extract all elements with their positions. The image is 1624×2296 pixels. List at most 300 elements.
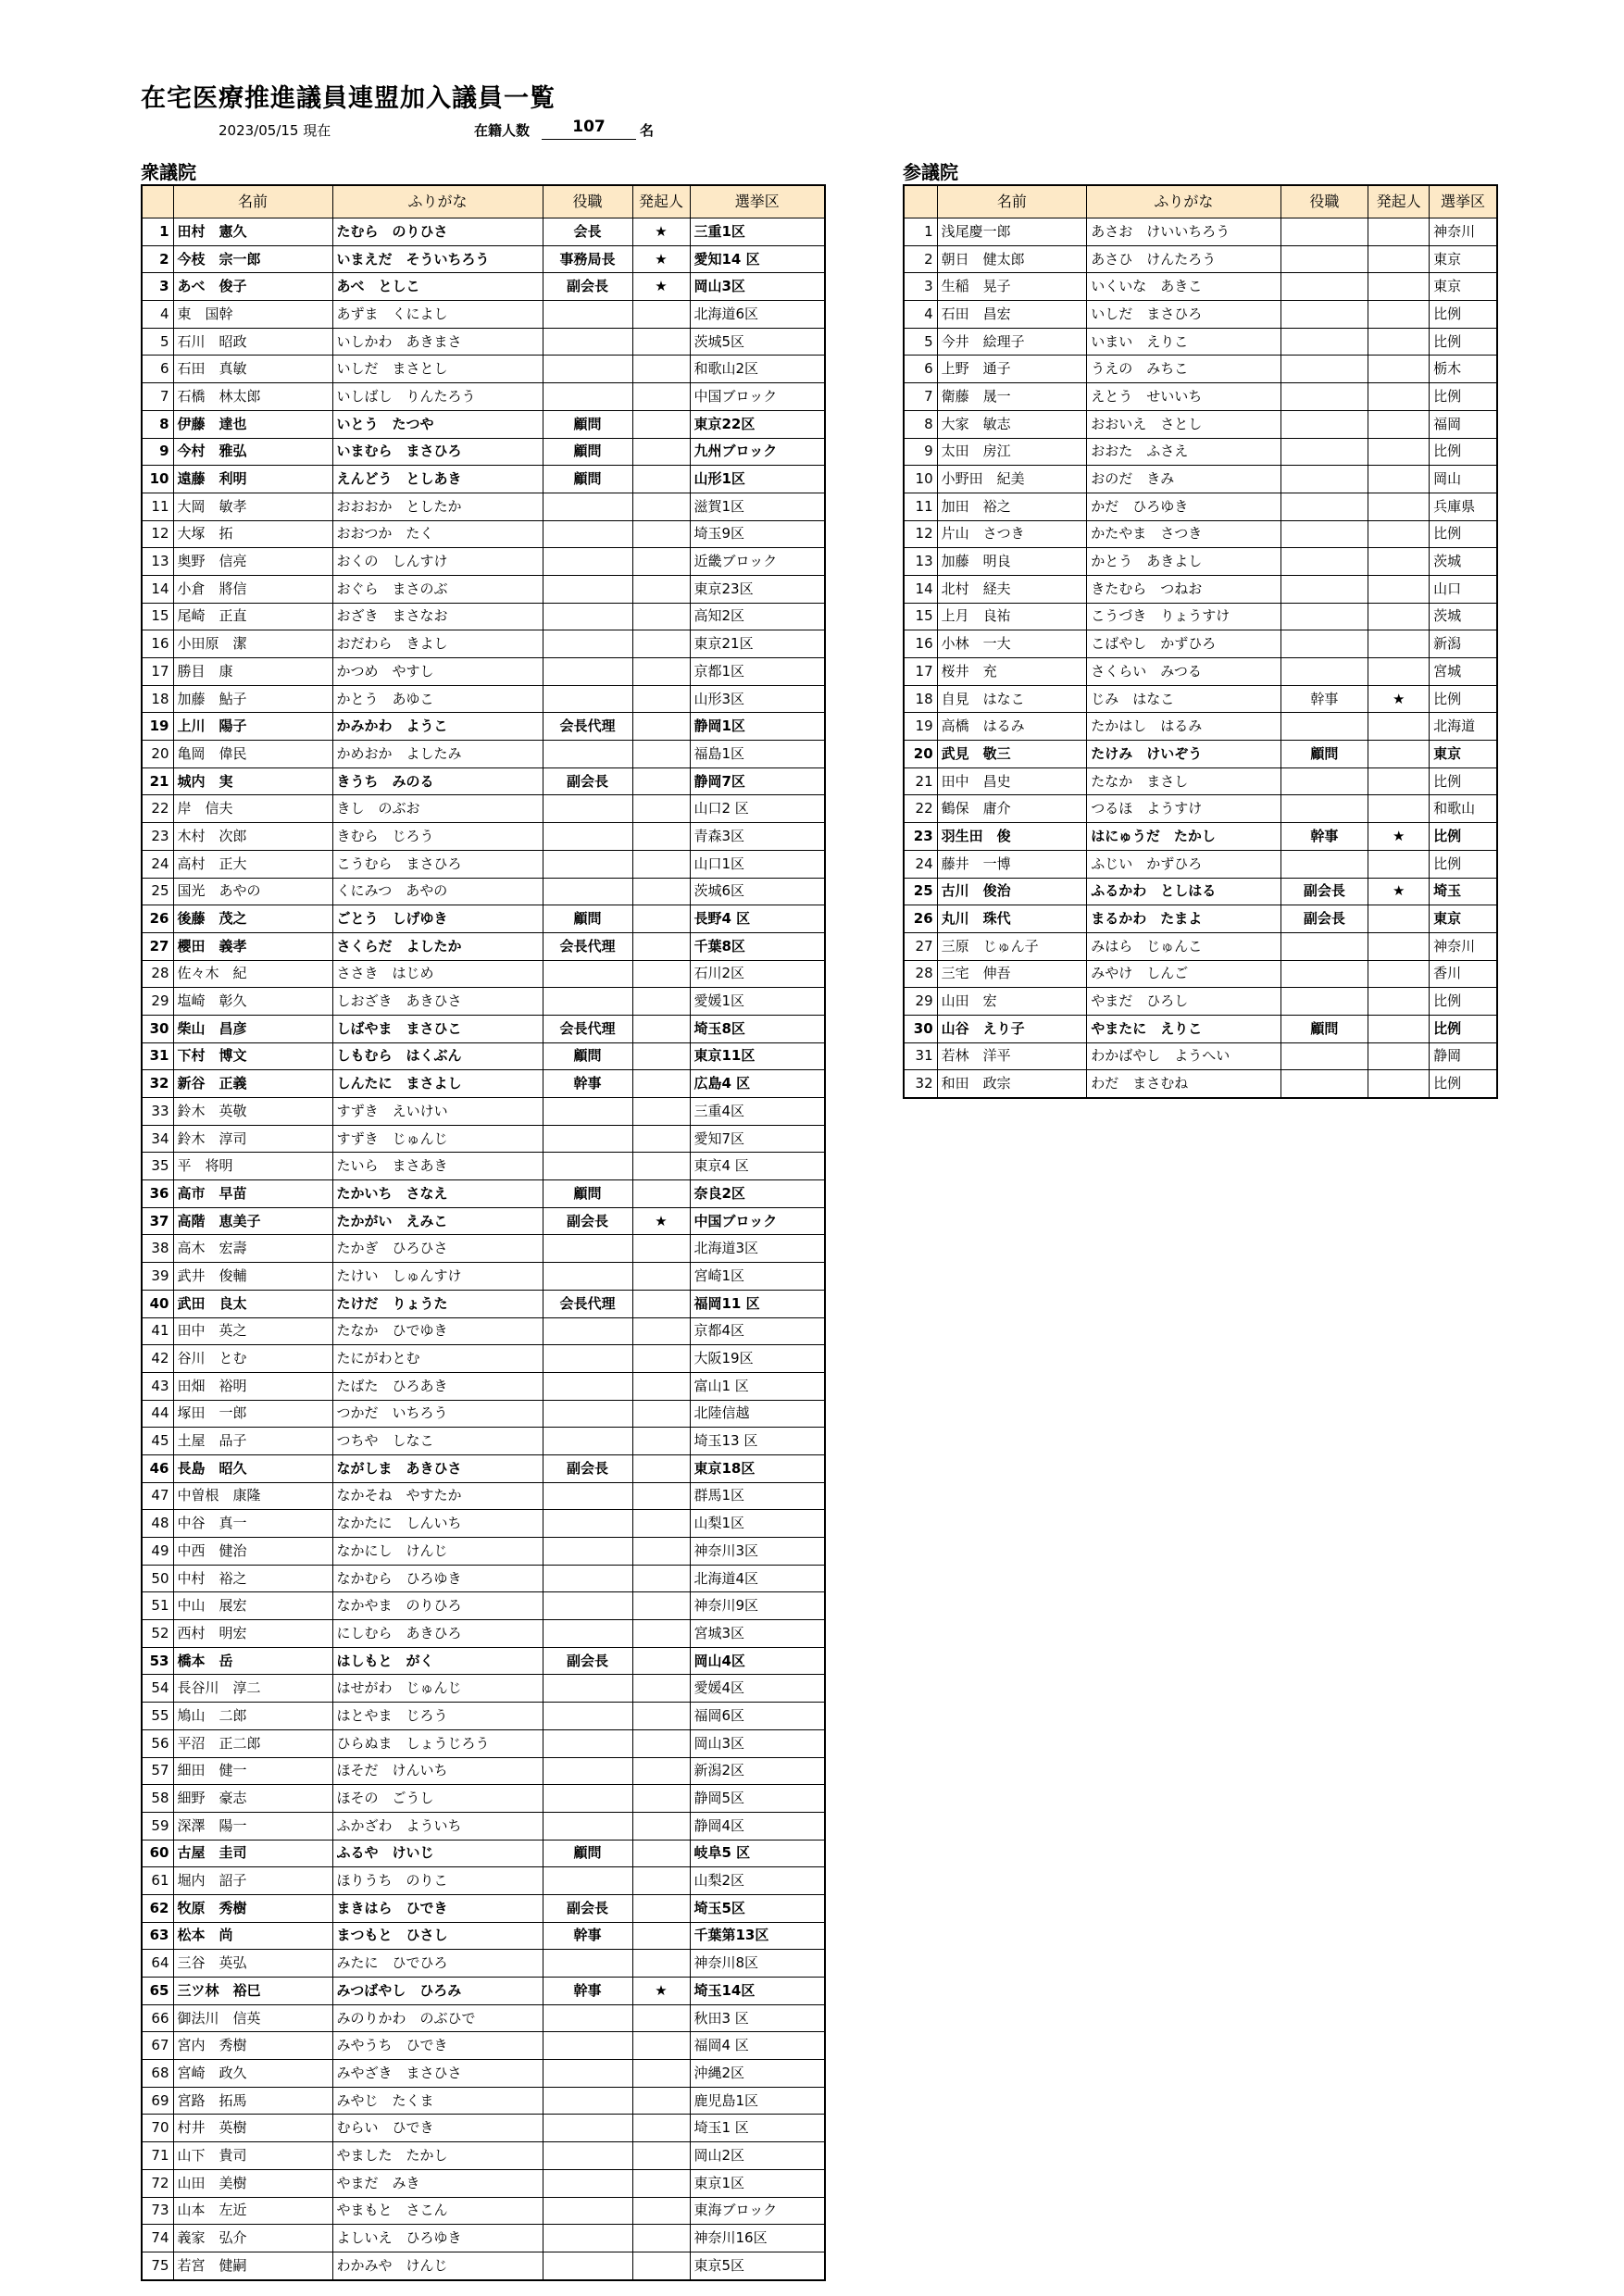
member-role: [543, 1372, 632, 1400]
member-furigana: はにゅうだ たかし: [1087, 823, 1280, 851]
member-furigana: いとう たつや: [332, 410, 543, 438]
member-district: 東京5区: [690, 2252, 825, 2279]
member-name: 塚田 一郎: [173, 1400, 332, 1428]
table-row: [142, 2197, 825, 2225]
member-name: あべ 俊子: [173, 273, 332, 301]
table-row: [142, 301, 825, 329]
member-role: [543, 548, 632, 576]
member-number: 74: [142, 2225, 173, 2252]
member-furigana: ふじい かずひろ: [1087, 850, 1280, 878]
member-district: 東京: [1430, 245, 1497, 273]
member-name: 山本 左近: [173, 2197, 332, 2225]
founder-star: ★: [632, 245, 690, 273]
table-row: [142, 685, 825, 713]
member-name: 東 国幹: [173, 301, 332, 329]
member-furigana: ささき はじめ: [332, 960, 543, 988]
member-role: [543, 603, 632, 630]
member-furigana: ひらぬま しょうじろう: [332, 1729, 543, 1757]
table-row: [904, 1015, 1497, 1042]
member-name: 田畑 裕明: [173, 1372, 332, 1400]
member-furigana: いしかわ あきまさ: [332, 328, 543, 356]
table-row: [142, 1153, 825, 1180]
member-name: 三宅 伸吾: [937, 960, 1087, 988]
member-role: [543, 1317, 632, 1345]
col-name-header: 名前: [937, 185, 1087, 218]
member-furigana: いしだ まさとし: [332, 356, 543, 383]
member-furigana: じみ はなこ: [1087, 685, 1280, 713]
member-district: 東京: [1430, 273, 1497, 301]
member-role: [543, 988, 632, 1016]
table-row: [904, 493, 1497, 520]
member-district: 埼玉1 区: [690, 2115, 825, 2142]
table-row: [142, 1454, 825, 1482]
table-row: [142, 575, 825, 603]
member-number: 68: [142, 2060, 173, 2088]
member-name: 櫻田 義孝: [173, 932, 332, 960]
member-name: 義家 弘介: [173, 2225, 332, 2252]
member-role: 副会長: [543, 273, 632, 301]
member-name: 長谷川 淳二: [173, 1675, 332, 1703]
member-district: 東京11区: [690, 1042, 825, 1070]
founder-star: [632, 988, 690, 1016]
founder-star: [1368, 932, 1430, 960]
member-name: 塩崎 彰久: [173, 988, 332, 1016]
member-number: 6: [904, 356, 937, 383]
member-role: [543, 1565, 632, 1592]
member-number: 67: [142, 2032, 173, 2060]
member-name: 大岡 敏孝: [173, 493, 332, 520]
member-district: 高知2区: [690, 603, 825, 630]
table-row: [904, 301, 1497, 329]
founder-star: [632, 1098, 690, 1126]
member-furigana: はしもと がく: [332, 1647, 543, 1675]
member-furigana: たいら まさあき: [332, 1153, 543, 1180]
member-district: 埼玉5区: [690, 1894, 825, 1922]
member-number: 32: [142, 1070, 173, 1098]
member-number: 22: [904, 795, 937, 823]
member-furigana: はせがわ じゅんじ: [332, 1675, 543, 1703]
member-district: 埼玉9区: [690, 520, 825, 548]
member-number: 65: [142, 1978, 173, 2005]
member-number: 1: [142, 218, 173, 246]
founder-star: [632, 795, 690, 823]
member-name: 西村 明宏: [173, 1620, 332, 1648]
member-district: 比例: [1430, 301, 1497, 329]
member-role: [543, 823, 632, 851]
member-name: 遠藤 利明: [173, 466, 332, 493]
member-role: [543, 1620, 632, 1648]
member-name: 細野 豪志: [173, 1785, 332, 1813]
member-furigana: しんたに まさよし: [332, 1070, 543, 1098]
member-name: 衛藤 晟一: [937, 383, 1087, 411]
founder-star: [632, 658, 690, 686]
member-district: 近畿ブロック: [690, 548, 825, 576]
member-role: [1280, 438, 1368, 466]
member-role: 幹事: [1280, 823, 1368, 851]
table-row: [904, 383, 1497, 411]
member-name: 三谷 英弘: [173, 1950, 332, 1978]
member-district: 山形3区: [690, 685, 825, 713]
member-name: 太田 房江: [937, 438, 1087, 466]
col-kana-header: ふりがな: [332, 185, 543, 218]
table-row: [142, 932, 825, 960]
founder-star: [632, 1372, 690, 1400]
member-name: 生稲 晃子: [937, 273, 1087, 301]
founder-star: [632, 932, 690, 960]
member-furigana: みやけ しんご: [1087, 960, 1280, 988]
founder-star: [632, 1510, 690, 1538]
member-furigana: きし のぶお: [332, 795, 543, 823]
member-furigana: たばた ひろあき: [332, 1372, 543, 1400]
member-count-value: 107: [542, 118, 636, 140]
table-row: [904, 713, 1497, 741]
member-name: 御法川 信英: [173, 2004, 332, 2032]
col-role-header: 役職: [543, 185, 632, 218]
member-role: [543, 795, 632, 823]
member-district: 千葉第13区: [690, 1922, 825, 1950]
council-section-title: 参議院: [903, 161, 958, 183]
member-name: 羽生田 俊: [937, 823, 1087, 851]
member-number: 32: [904, 1070, 937, 1098]
table-row: [142, 1978, 825, 2005]
member-furigana: おおおか としたか: [332, 493, 543, 520]
member-role: 顧問: [543, 410, 632, 438]
member-name: 丸川 珠代: [937, 905, 1087, 933]
member-name: 平沼 正二郎: [173, 1729, 332, 1757]
member-district: 中国ブロック: [690, 383, 825, 411]
member-district: 比例: [1430, 438, 1497, 466]
member-district: 比例: [1430, 767, 1497, 795]
table-row: [142, 767, 825, 795]
member-role: [543, 2087, 632, 2115]
member-name: 橋本 岳: [173, 1647, 332, 1675]
member-role: [543, 2169, 632, 2197]
member-name: 片山 さつき: [937, 520, 1087, 548]
founder-star: [1368, 1070, 1430, 1098]
member-district: 山梨2区: [690, 1867, 825, 1895]
table-row: [142, 1538, 825, 1566]
member-role: [543, 878, 632, 905]
member-district: 宮城: [1430, 658, 1497, 686]
member-district: 宮崎1区: [690, 1263, 825, 1291]
founder-star: [632, 850, 690, 878]
member-number: 61: [142, 1867, 173, 1895]
member-district: 北海道: [1430, 713, 1497, 741]
member-role: 顧問: [543, 1180, 632, 1208]
table-row: [142, 2252, 825, 2279]
member-district: 富山1 区: [690, 1372, 825, 1400]
member-district: 東京23区: [690, 575, 825, 603]
table-row: [142, 1482, 825, 1510]
founder-star: ★: [1368, 878, 1430, 905]
member-district: 山梨1区: [690, 1510, 825, 1538]
member-name: 国光 あやの: [173, 878, 332, 905]
col-kana-header: ふりがな: [1087, 185, 1280, 218]
member-furigana: はとやま じろう: [332, 1703, 543, 1730]
member-furigana: なかやま のりひろ: [332, 1592, 543, 1620]
founder-star: [632, 438, 690, 466]
member-district: 新潟2区: [690, 1757, 825, 1785]
member-district: 東京18区: [690, 1454, 825, 1482]
table-row: [904, 932, 1497, 960]
as-of-date: 2023/05/15 現在: [219, 122, 331, 139]
member-number: 35: [142, 1153, 173, 1180]
founder-star: [632, 767, 690, 795]
member-district: 静岡: [1430, 1042, 1497, 1070]
member-number: 52: [142, 1620, 173, 1648]
member-number: 33: [142, 1098, 173, 1126]
member-district: 福岡4 区: [690, 2032, 825, 2060]
member-furigana: なかたに しんいち: [332, 1510, 543, 1538]
member-number: 31: [142, 1042, 173, 1070]
member-name: 奥野 信亮: [173, 548, 332, 576]
member-role: [543, 1729, 632, 1757]
member-furigana: なかそね やすたか: [332, 1482, 543, 1510]
member-role: [543, 1510, 632, 1538]
founder-star: [632, 575, 690, 603]
member-district: 兵庫県: [1430, 493, 1497, 520]
table-row: [904, 795, 1497, 823]
member-number: 1: [904, 218, 937, 246]
founder-star: [632, 1950, 690, 1978]
member-furigana: おおつか たく: [332, 520, 543, 548]
member-number: 23: [904, 823, 937, 851]
table-row: [904, 823, 1497, 851]
member-number: 69: [142, 2087, 173, 2115]
founder-star: [1368, 273, 1430, 301]
table-row: [904, 850, 1497, 878]
founder-star: [632, 1812, 690, 1840]
member-district: 比例: [1430, 328, 1497, 356]
member-furigana: みはら じゅんこ: [1087, 932, 1280, 960]
member-name: 今枝 宗一郎: [173, 245, 332, 273]
founder-star: [632, 356, 690, 383]
member-role: [543, 1757, 632, 1785]
founder-star: [632, 603, 690, 630]
table-row: [904, 905, 1497, 933]
member-number: 20: [142, 741, 173, 768]
founder-star: [632, 878, 690, 905]
member-furigana: みつばやし ひろみ: [332, 1978, 543, 2005]
member-name: 山田 美樹: [173, 2169, 332, 2197]
founder-star: [1368, 767, 1430, 795]
founder-star: [632, 1840, 690, 1867]
member-furigana: あさお けいいちろう: [1087, 218, 1280, 246]
member-district: 石川2区: [690, 960, 825, 988]
member-name: 武井 俊輔: [173, 1263, 332, 1291]
council-table-body: [904, 218, 1497, 1099]
member-number: 27: [142, 932, 173, 960]
member-name: 浅尾慶一郎: [937, 218, 1087, 246]
member-role: 顧問: [543, 466, 632, 493]
member-district: 宮城3区: [690, 1620, 825, 1648]
member-furigana: つかだ いちろう: [332, 1400, 543, 1428]
member-name: 高階 恵美子: [173, 1207, 332, 1235]
table-row: [142, 2032, 825, 2060]
member-furigana: いくいな あきこ: [1087, 273, 1280, 301]
member-district: 茨城6区: [690, 878, 825, 905]
member-name: 自見 はなこ: [937, 685, 1087, 713]
member-role: [1280, 850, 1368, 878]
member-role: [1280, 1042, 1368, 1070]
member-role: [543, 1950, 632, 1978]
founder-star: [1368, 356, 1430, 383]
member-furigana: おおた ふさえ: [1087, 438, 1280, 466]
member-role: [1280, 575, 1368, 603]
founder-star: [632, 2032, 690, 2060]
member-furigana: たけだ りょうた: [332, 1290, 543, 1317]
member-district: 滋賀1区: [690, 493, 825, 520]
member-name: 石橋 林太郎: [173, 383, 332, 411]
member-role: [543, 685, 632, 713]
member-name: 上月 良祐: [937, 603, 1087, 630]
col-founder-header: 発起人: [632, 185, 690, 218]
member-role: [1280, 301, 1368, 329]
member-district: 福岡11 区: [690, 1290, 825, 1317]
table-row: [142, 2060, 825, 2088]
member-district: 埼玉: [1430, 878, 1497, 905]
founder-star: [1368, 905, 1430, 933]
member-role: 幹事: [543, 1978, 632, 2005]
member-name: 今井 絵理子: [937, 328, 1087, 356]
member-furigana: みやうち ひでき: [332, 2032, 543, 2060]
table-row: [142, 1290, 825, 1317]
col-founder-header: 発起人: [1368, 185, 1430, 218]
member-name: 宮崎 政久: [173, 2060, 332, 2088]
member-name: 小田原 潔: [173, 630, 332, 658]
member-district: 福岡6区: [690, 1703, 825, 1730]
house-table-body: [142, 218, 825, 2280]
member-role: [543, 1235, 632, 1263]
council-member-table: [903, 184, 1498, 1099]
table-row: [142, 1180, 825, 1208]
member-district: 神奈川3区: [690, 1538, 825, 1566]
member-furigana: きたむら つねお: [1087, 575, 1280, 603]
member-furigana: なかにし けんじ: [332, 1538, 543, 1566]
member-role: 副会長: [543, 1894, 632, 1922]
table-row: [142, 1125, 825, 1153]
founder-star: [632, 823, 690, 851]
col-no-header: [142, 185, 173, 218]
member-role: 副会長: [543, 1207, 632, 1235]
member-role: [1280, 383, 1368, 411]
member-name: 中曽根 康隆: [173, 1482, 332, 1510]
founder-star: [632, 1153, 690, 1180]
member-furigana: つるほ ようすけ: [1087, 795, 1280, 823]
member-name: 三ツ林 裕巳: [173, 1978, 332, 2005]
member-number: 8: [904, 410, 937, 438]
member-furigana: おのだ きみ: [1087, 466, 1280, 493]
house-section-title: 衆議院: [141, 161, 196, 183]
member-name: 三原 じゅん子: [937, 932, 1087, 960]
member-district: 東京22区: [690, 410, 825, 438]
member-furigana: すずき えいけい: [332, 1098, 543, 1126]
member-number: 23: [142, 823, 173, 851]
founder-star: [1368, 466, 1430, 493]
table-row: [142, 245, 825, 273]
table-row: [142, 1098, 825, 1126]
member-district: 東京: [1430, 905, 1497, 933]
founder-star: [632, 630, 690, 658]
founder-star: [1368, 850, 1430, 878]
member-district: 長野4 区: [690, 905, 825, 933]
member-name: 後藤 茂之: [173, 905, 332, 933]
table-row: [904, 988, 1497, 1016]
member-furigana: たにがわとむ: [332, 1345, 543, 1373]
table-row: [142, 1867, 825, 1895]
founder-star: [632, 1482, 690, 1510]
member-furigana: かめおか よしたみ: [332, 741, 543, 768]
member-district: 大阪19区: [690, 1345, 825, 1373]
member-number: 21: [904, 767, 937, 795]
member-role: [543, 741, 632, 768]
member-number: 17: [142, 658, 173, 686]
member-furigana: えとう せいいち: [1087, 383, 1280, 411]
member-district: 群馬1区: [690, 1482, 825, 1510]
table-row: [904, 767, 1497, 795]
member-number: 2: [904, 245, 937, 273]
founder-star: [632, 1703, 690, 1730]
table-row: [142, 2142, 825, 2170]
member-name: 武田 良太: [173, 1290, 332, 1317]
member-furigana: つちや しなこ: [332, 1428, 543, 1455]
table-row: [142, 548, 825, 576]
member-number: 19: [142, 713, 173, 741]
member-furigana: ほその ごうし: [332, 1785, 543, 1813]
col-name-header: 名前: [173, 185, 332, 218]
member-furigana: わかばやし ようへい: [1087, 1042, 1280, 1070]
member-furigana: みのりかわ のぶひで: [332, 2004, 543, 2032]
founder-star: [632, 1922, 690, 1950]
founder-star: [632, 493, 690, 520]
member-name: 村井 英樹: [173, 2115, 332, 2142]
member-number: 18: [142, 685, 173, 713]
member-role: 顧問: [1280, 1015, 1368, 1042]
member-number: 47: [142, 1482, 173, 1510]
member-number: 13: [142, 548, 173, 576]
member-name: 加藤 鮎子: [173, 685, 332, 713]
member-furigana: いまむら まさひろ: [332, 438, 543, 466]
member-name: 藤井 一博: [937, 850, 1087, 878]
founder-star: [632, 1290, 690, 1317]
member-district: 愛媛1区: [690, 988, 825, 1016]
table-row: [142, 1207, 825, 1235]
member-district: 三重1区: [690, 218, 825, 246]
member-furigana: きうち みのる: [332, 767, 543, 795]
table-row: [142, 1263, 825, 1291]
member-name: 桜井 充: [937, 658, 1087, 686]
member-name: 朝日 健太郎: [937, 245, 1087, 273]
member-name: 新谷 正義: [173, 1070, 332, 1098]
member-role: [543, 2004, 632, 2032]
member-number: 12: [142, 520, 173, 548]
founder-star: ★: [632, 273, 690, 301]
table-header-row: [142, 185, 825, 218]
member-district: 和歌山2区: [690, 356, 825, 383]
member-district: 奈良2区: [690, 1180, 825, 1208]
member-role: [1280, 767, 1368, 795]
table-row: [142, 1372, 825, 1400]
member-number: 3: [904, 273, 937, 301]
table-row: [904, 218, 1497, 246]
founder-star: [632, 685, 690, 713]
member-role: [1280, 932, 1368, 960]
member-furigana: かつめ やすし: [332, 658, 543, 686]
member-role: [543, 1482, 632, 1510]
member-district: 山口: [1430, 575, 1497, 603]
member-district: 岡山4区: [690, 1647, 825, 1675]
member-number: 46: [142, 1454, 173, 1482]
